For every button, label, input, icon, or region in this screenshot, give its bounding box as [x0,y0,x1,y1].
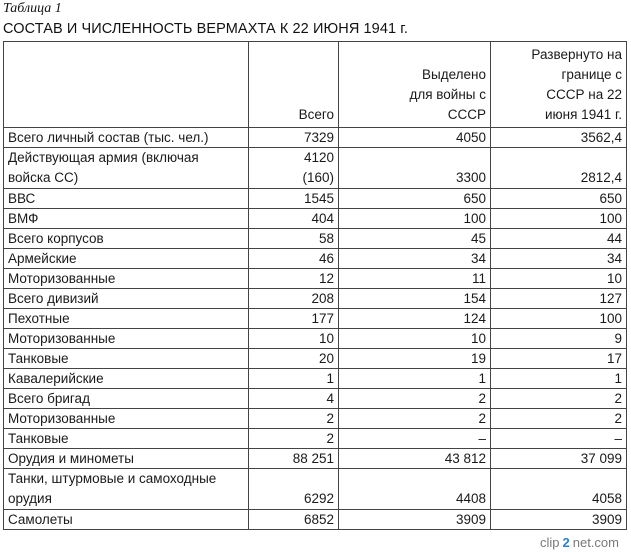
table-row [4,429,627,449]
cell-total: 4 [249,389,339,409]
cell-deployed: 650 [491,189,627,209]
row-label: Всего личный состав (тыс. чел.) [4,128,249,148]
table-row [4,289,627,309]
cell-deployed: 2 [491,409,627,429]
table-row [4,329,627,349]
row-label: Танки, штурмовые и самоходные орудия [4,469,249,510]
table-row [4,229,627,249]
table-row [4,469,627,510]
header-deployed: Развернуто на границе с СССР на 22 июня 1941 г. [491,42,627,128]
cell-deployed: 2 [491,389,627,409]
cell-total: 46 [249,249,339,269]
row-label: Всего дивизий [4,289,249,309]
table-row [4,209,627,229]
cell-total: 12 [249,269,339,289]
row-label: Танковые [4,429,249,449]
header-corner [4,42,249,128]
table-row [4,309,627,329]
cell-deployed: 9 [491,329,627,349]
row-label: Танковые [4,349,249,369]
row-label: Всего бригад [4,389,249,409]
cell-deployed: 37 099 [491,449,627,469]
cell-allocated: 100 [339,209,491,229]
watermark-accent: 2 [562,535,570,550]
cell-allocated: 45 [339,229,491,249]
cell-total: 6292 [249,469,339,510]
cell-total: 1 [249,369,339,389]
watermark-prefix: clip [540,535,560,550]
cell-deployed: 10 [491,269,627,289]
table-row [4,269,627,289]
table-row [4,148,627,189]
table-row [4,128,627,148]
cell-allocated: 3300 [339,148,491,189]
table-row [4,449,627,469]
cell-total: 10 [249,329,339,349]
cell-total: 20 [249,349,339,369]
table-body [4,128,627,530]
cell-deployed: 4058 [491,469,627,510]
row-label: ВМФ [4,209,249,229]
header-allocated: Выделено для войны с СССР [339,42,491,128]
row-label: Пехотные [4,309,249,329]
cell-total: 7329 [249,128,339,148]
cell-total: 88 251 [249,449,339,469]
wehrmacht-table [3,41,627,530]
cell-total: 2 [249,429,339,449]
cell-allocated: 19 [339,349,491,369]
cell-total: 2 [249,409,339,429]
cell-deployed: 44 [491,229,627,249]
row-label: Действующая армия (включая войска СС) [4,148,249,189]
cell-total: 177 [249,309,339,329]
row-label: ВВС [4,189,249,209]
row-label: Моторизованные [4,409,249,429]
cell-allocated: 124 [339,309,491,329]
cell-allocated: 10 [339,329,491,349]
cell-deployed: 100 [491,209,627,229]
row-label: Моторизованные [4,329,249,349]
table-title: СОСТАВ И ЧИСЛЕННОСТЬ ВЕРМАХТА К 22 ИЮНЯ 1941 г. [3,21,409,37]
cell-deployed: 17 [491,349,627,369]
table-row [4,349,627,369]
row-label: Кавалерийские [4,369,249,389]
table-caption: Таблица 1 [3,1,62,16]
cell-deployed: 100 [491,309,627,329]
cell-total: 58 [249,229,339,249]
cell-allocated: 3909 [339,510,491,530]
cell-allocated: 1 [339,369,491,389]
table-row [4,389,627,409]
header-row [4,42,627,128]
cell-allocated: 4050 [339,128,491,148]
cell-total: 1545 [249,189,339,209]
cell-deployed: 34 [491,249,627,269]
cell-deployed: 3909 [491,510,627,530]
cell-deployed: 2812,4 [491,148,627,189]
table-row [4,369,627,389]
table-row [4,249,627,269]
cell-allocated: 650 [339,189,491,209]
table-row [4,510,627,530]
cell-allocated: 2 [339,409,491,429]
cell-allocated: 34 [339,249,491,269]
cell-deployed: 1 [491,369,627,389]
cell-deployed: 127 [491,289,627,309]
table-row [4,409,627,429]
cell-total: 208 [249,289,339,309]
cell-deployed: – [491,429,627,449]
cell-total: 6852 [249,510,339,530]
cell-deployed: 3562,4 [491,128,627,148]
cell-allocated: 154 [339,289,491,309]
cell-total: 404 [249,209,339,229]
watermark-suffix: net.com [572,535,619,550]
row-label: Самолеты [4,510,249,530]
row-label: Армейские [4,249,249,269]
table-row [4,189,627,209]
cell-allocated: 4408 [339,469,491,510]
cell-allocated: 2 [339,389,491,409]
cell-total: 4120 (160) [249,148,339,189]
watermark-logo [540,535,619,550]
cell-allocated: 11 [339,269,491,289]
cell-allocated: 43 812 [339,449,491,469]
row-label: Всего корпусов [4,229,249,249]
row-label: Моторизованные [4,269,249,289]
header-total: Всего [249,42,339,128]
row-label: Орудия и минометы [4,449,249,469]
cell-allocated: – [339,429,491,449]
